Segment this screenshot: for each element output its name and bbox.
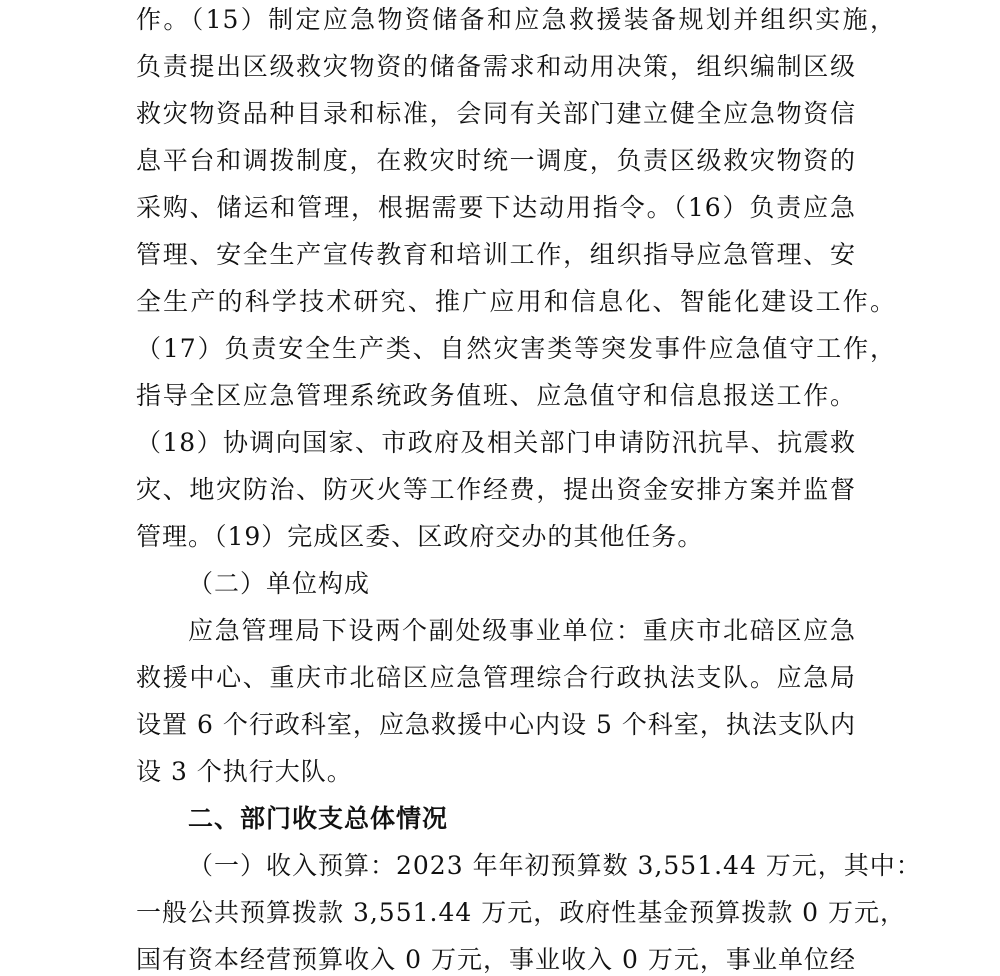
paragraph-line-5: 采购、储运和管理，根据需要下达动用指令。（16）负责应急 [136,193,856,222]
paragraph-line-19: （一）收入预算：2023 年年初预算数 3,551.44 万元，其中： [188,851,922,880]
paragraph-line-17: 设 3 个执行大队。 [136,757,353,786]
section-heading-budget-overview: 二、部门收支总体情况 [188,804,449,833]
paragraph-line-8: （17）负责安全生产类、自然灾害类等突发事件应急值守工作， [136,334,896,363]
paragraph-line-9: 指导全区应急管理系统政务值班、应急值守和信息报送工作。 [136,381,856,410]
paragraph-line-11: 灾、地灾防治、防灭火等工作经费，提出资金安排方案并监督 [136,475,856,504]
paragraph-line-1: 作。（15）制定应急物资储备和应急救援装备规划并组织实施， [136,5,896,34]
paragraph-line-16: 设置 6 个行政科室，应急救援中心内设 5 个科室，执法支队内 [136,710,856,739]
paragraph-line-15: 救援中心、重庆市北碚区应急管理综合行政执法支队。应急局 [136,663,856,692]
paragraph-line-20: 一般公共预算拨款 3,551.44 万元，政府性基金预算拨款 0 万元， [136,898,907,927]
paragraph-line-10: （18）协调向国家、市政府及相关部门申请防汛抗旱、抗震救 [136,428,856,457]
paragraph-line-21: 国有资本经营预算收入 0 万元，事业收入 0 万元，事业单位经 [136,945,856,974]
paragraph-line-2: 负责提出区级救灾物资的储备需求和动用决策，组织编制区级 [136,52,856,81]
paragraph-line-14: 应急管理局下设两个副处级事业单位：重庆市北碚区应急 [188,616,856,645]
paragraph-line-7: 全生产的科学技术研究、推广应用和信息化、智能化建设工作。 [136,287,896,316]
section-heading-unit-structure: （二）单位构成 [188,569,371,598]
paragraph-line-3: 救灾物资品种目录和标准，会同有关部门建立健全应急物资信 [136,99,856,128]
paragraph-line-12: 管理。（19）完成区委、区政府交办的其他任务。 [136,522,704,551]
paragraph-line-6: 管理、安全生产宣传教育和培训工作，组织指导应急管理、安 [136,240,856,269]
paragraph-line-4: 息平台和调拨制度，在救灾时统一调度，负责区级救灾物资的 [136,146,856,175]
